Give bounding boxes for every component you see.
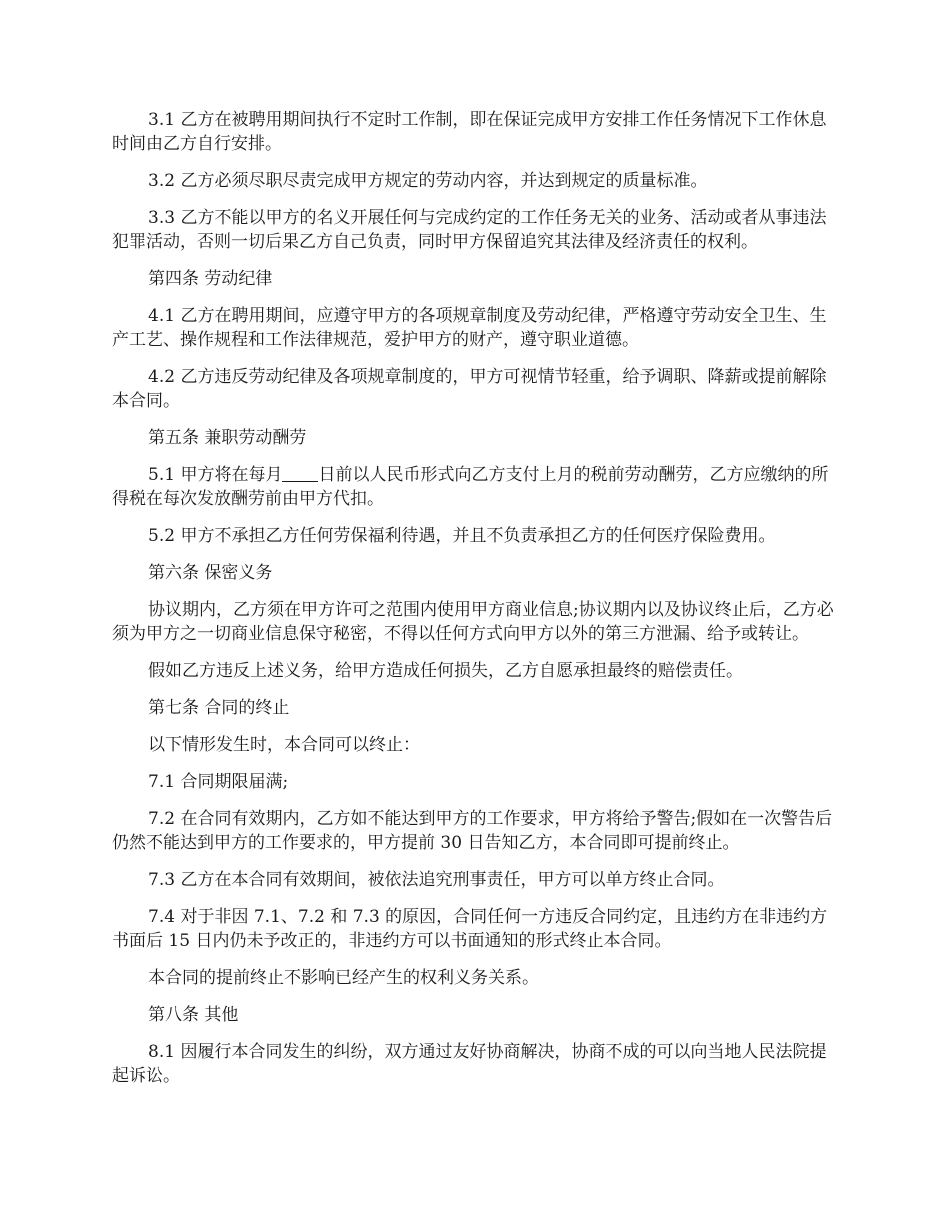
confidentiality-para-2: 假如乙方违反上述义务，给甲方造成任何损失，乙方自愿承担最终的赔偿责任。 [148, 661, 743, 681]
article-6-heading: 第六条 保密义务 [148, 563, 273, 583]
article-7-heading: 第七条 合同的终止 [148, 698, 290, 718]
payday-blank [282, 465, 318, 482]
clause-8-1: 8.1 因履行本合同发生的纠纷，双方通过友好协商解决，协商不成的可以向当地人民法院提起诉讼。 [112, 1042, 827, 1086]
article-8-heading: 第八条 其他 [148, 1005, 239, 1025]
clause-5-2: 5.2 甲方不承担乙方任何劳保福利待遇，并且不负责承担乙方的任何医疗保险费用。 [148, 526, 776, 546]
article-4-heading: 第四条 劳动纪律 [148, 269, 273, 289]
clause-3-1: 3.1 乙方在被聘用期间执行不定时工作制，即在保证完成甲方安排工作任务情况下工作休息时间由乙方自行安排。 [112, 110, 827, 154]
clause-3-2: 3.2 乙方必须尽职尽责完成甲方规定的劳动内容，并达到规定的质量标准。 [148, 171, 708, 191]
clause-3-3: 3.3 乙方不能以甲方的名义开展任何与完成约定的工作任务无关的业务、活动或者从事违法犯罪活动，否则一切后果乙方自己负责，同时甲方保留追究其法律及经济责任的权利。 [112, 208, 827, 252]
confidentiality-para-1: 协议期内，乙方须在甲方许可之范围内使用甲方商业信息;协议期内以及协议终止后，乙方必须为甲方之一切商业信息保守秘密，不得以任何方式向甲方以外的第三方泄漏、给予或转让。 [112, 600, 834, 644]
article-5-heading: 第五条 兼职劳动酬劳 [148, 428, 307, 448]
clause-4-2: 4.2 乙方违反劳动纪律及各项规章制度的，甲方可视情节轻重，给予调职、降薪或提前解除本合同。 [112, 367, 827, 411]
clause-5-1-before: 5.1 甲方将在每月 [148, 465, 283, 485]
clause-7-2: 7.2 在合同有效期内，乙方如不能达到甲方的工作要求，甲方将给予警告;假如在一次警告后仍然不能达到甲方的工作要求的，甲方提前 30 日告知乙方，本合同即可提前终止。 [112, 809, 833, 853]
termination-note: 本合同的提前终止不影响已经产生的权利义务关系。 [148, 968, 539, 988]
clause-7-1: 7.1 合同期限届满; [148, 772, 289, 792]
clause-5-1-after: 日前以人民币形式向乙方支付上月的税前劳动酬劳，乙方应缴纳的所得税在每次发放酬劳前由甲方代扣。 [112, 465, 829, 509]
clause-4-1: 4.1 乙方在聘用期间，应遵守甲方的各项规章制度及劳动纪律，严格遵守劳动安全卫生、生产工艺、操作规程和工作法律规范，爱护甲方的财产，遵守职业道德。 [112, 306, 827, 350]
termination-intro: 以下情形发生时，本合同可以终止： [148, 735, 420, 755]
clause-5-1 [112, 463, 838, 511]
clause-7-3: 7.3 乙方在本合同有效期间，被依法追究刑事责任，甲方可以单方终止合同。 [148, 870, 725, 890]
clause-7-4: 7.4 对于非因 7.1、7.2 和 7.3 的原因，合同任何一方违反合同约定，且违约方在非违约方书面后 15 日内仍未予改正的，非违约方可以书面通知的形式终止本合同。 [112, 907, 828, 951]
